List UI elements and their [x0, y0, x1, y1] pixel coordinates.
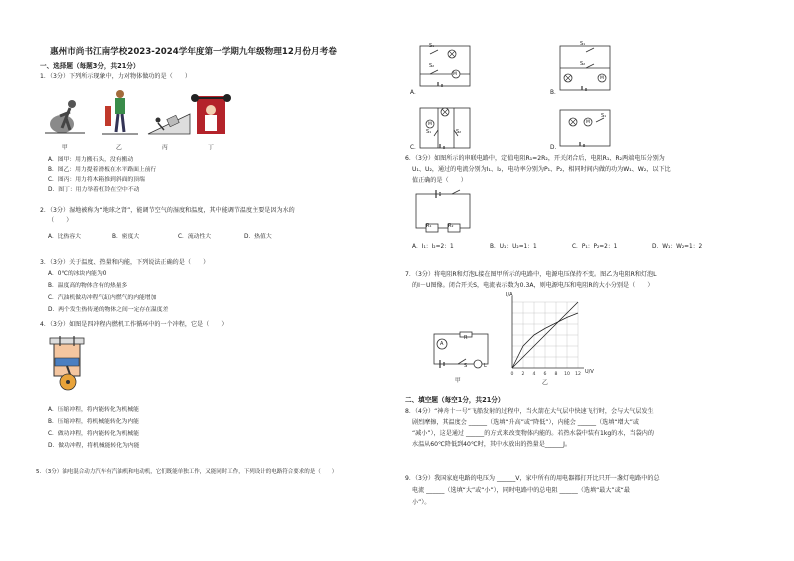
q6-r2-label: R₂ — [448, 223, 454, 229]
q9-line3: 小”）。 — [412, 499, 431, 506]
q1-fig-label-yi: 乙 — [116, 145, 122, 151]
x-tick-label: 2 — [521, 372, 525, 377]
circuit-a — [420, 46, 470, 87]
q3-option-a[interactable]: A．0℃的冰块内能为0 — [48, 271, 107, 277]
q1-fig-label-jia: 甲 — [62, 145, 68, 151]
circuit-d-s: S₁ — [601, 113, 607, 119]
circuit-d-motor: M — [586, 120, 590, 125]
circuit-c-s2: S₂ — [456, 129, 462, 135]
figure-ding-weightlifter — [191, 94, 231, 134]
circuit-c-motor: M — [428, 122, 432, 127]
q3-option-b[interactable]: B．温度高的物体含有的热量多 — [48, 283, 128, 289]
page-title: 惠州市尚书江南学校2023-2024学年度第一学期九年级物理12月份月考卷 — [50, 47, 337, 57]
circuit-c-s1: S₁ — [426, 129, 432, 135]
q8-line3[interactable]: “减小”），这是通过 ______的方式来改变物体内能的。若热水袋中装有1kg的水，当袋内的 — [412, 430, 654, 437]
circuit-a-s1: S₁ — [429, 43, 435, 49]
q9-line1[interactable]: 9．（3分）我国家庭电路的电压为 ______V，家中所有的用电器都打开比只开一盏灯电路中的总 — [405, 475, 660, 482]
circuit-b-motor: M — [600, 76, 604, 81]
x-tick-label: 0 — [510, 372, 514, 377]
section-fill-heading: 二、填空题（每空1分，共21分） — [405, 396, 505, 404]
q6-circuit — [412, 190, 474, 234]
circuit-a-motor: M — [453, 72, 457, 77]
q7-ammeter-label: A — [440, 341, 444, 347]
x-tick-label: 4 — [532, 372, 536, 377]
q8-line4[interactable]: 水温从60℃降低到40℃时，其中水放出的热量是______J。 — [412, 441, 571, 448]
q7-resistor-label: R — [464, 335, 468, 341]
q7-graph-caption: 乙 — [542, 380, 548, 386]
q2-option-b[interactable]: B．密度大 — [112, 234, 140, 240]
q2-option-a[interactable]: A．比热容大 — [48, 234, 81, 240]
q1-option-c[interactable]: C．图丙：用力将木箱推到斜面的顶端 — [48, 177, 145, 183]
q7-circuit-caption: 甲 — [455, 378, 461, 384]
q8-line1: 8．（4分）“神舟十一号”飞船发射的过程中，当火箭在大气层中快速飞行时，会与大气层发生 — [405, 408, 654, 415]
q1-fig-label-ding: 丁 — [208, 145, 214, 151]
circuit-a-s2: S₂ — [429, 63, 435, 69]
figure-bing-incline — [148, 114, 190, 134]
q7-graph-ylabel: I/A — [506, 292, 513, 298]
q7-stem-line1: 7．（3分）将电阻R和灯泡L接在图甲所示的电路中，电源电压保持不变。图乙为电阻R和灯泡L — [405, 271, 657, 278]
x-tick-label: 12 — [575, 372, 581, 377]
q5-option-a[interactable]: A． — [410, 90, 420, 96]
q4-stem: 4．（3分）如图是四冲程内燃机工作循环中的一个冲程，它是（ ） — [40, 321, 228, 328]
figure-jia-rock — [45, 100, 85, 133]
q5-option-d[interactable]: D． — [550, 145, 561, 151]
q5-circuits — [408, 40, 628, 160]
q1-option-d[interactable]: D．图丁：用力举着杠铃在空中不动 — [48, 187, 140, 193]
q6-option-b[interactable]: B．U₁：U₂=1：1 — [490, 244, 537, 250]
q4-option-a[interactable]: A．压缩冲程，将内能转化为机械能 — [48, 407, 139, 413]
q3-option-c[interactable]: C．汽油机做功冲程气缸内燃气的内能增加 — [48, 295, 157, 301]
circuit-b-s2: S₂ — [580, 61, 586, 67]
q6-stem-line1: 6．（3分）如图所示的串联电路中，定值电阻R₁=2R₂，开关闭合后，电阻R₁、R₂两端电压分别为 — [405, 155, 665, 162]
q7-graph-xlabel: U/V — [585, 369, 594, 375]
q9-line2[interactable]: 电流 ______（选填“大”或“小”），同时电路中的总电阻 ______（选填“最大”或“最 — [412, 487, 630, 494]
q1-option-b[interactable]: B．图乙：用力提着滑板在水平路面上前行 — [48, 167, 157, 173]
q6-option-d[interactable]: D．W₁：W₂=1：2 — [652, 244, 703, 250]
section-choice-heading: 一、选择题（每题3分，共21分） — [40, 62, 140, 70]
q7-circuit-jia — [430, 330, 492, 372]
q8-line2[interactable]: 剧烈摩擦，其温度会 ______（选填“升高”或“降低”），内能会 ______（选填“增大”或 — [412, 419, 639, 426]
q4-option-d[interactable]: D．做功冲程，将机械能转化为内能 — [48, 443, 140, 449]
x-tick-label: 6 — [543, 372, 547, 377]
q3-stem: 3．（3分）关于温度、热量和内能，下列说法正确的是（ ） — [40, 259, 210, 266]
q5-option-b[interactable]: B． — [550, 90, 560, 96]
q2-option-c[interactable]: C．流动性大 — [178, 234, 212, 240]
q1-stem: 1．（3分）下列所示现象中，力对物体做功的是（ ） — [40, 73, 191, 80]
q7-lamp-label: L — [484, 363, 487, 369]
q2-stem: 2．（3分）湿地被称为“地球之肾”，能调节空气的湿度和温度，其中能调节温度主要是因为水的 — [40, 207, 295, 214]
x-tick-label: 10 — [564, 372, 570, 377]
q1-fig-label-bing: 丙 — [162, 145, 168, 151]
q4-option-b[interactable]: B．压缩冲程，将机械能转化为内能 — [48, 419, 139, 425]
figure-yi-skateboard — [102, 90, 138, 134]
q1-option-a[interactable]: A．图甲：用力搬石头，没有搬动 — [48, 157, 134, 163]
q4-option-c[interactable]: C．做功冲程，将内能转化为机械能 — [48, 431, 140, 437]
q7-switch-label: S — [464, 363, 468, 369]
q6-option-c[interactable]: C．P₁：P₂=2：1 — [572, 244, 618, 250]
q5-stem: 5．（3分）油电混合动力汽车有汽油机和电动机，它们既能单独工作，又能同时工作，下列设计的电路符合要求的是（ ） — [36, 469, 338, 475]
q6-option-a[interactable]: A．I₁：I₂=2：1 — [412, 244, 454, 250]
q2-stem-paren: （ ） — [48, 217, 73, 224]
q7-iu-graph — [500, 292, 584, 384]
x-tick-label: 8 — [554, 372, 558, 377]
q6-stem-line3: 值正确的是（ ） — [412, 177, 467, 184]
q3-option-d[interactable]: D．两个发生热传递的物体之间一定存在温度差 — [48, 307, 169, 313]
q2-option-d[interactable]: D．热值大 — [244, 234, 272, 240]
q7-stem-line2: 的I－U图像。闭合开关S，电流表示数为0.3A，则电源电压和电阻R的大小分别是（ ） — [412, 282, 654, 289]
q5-option-c[interactable]: C． — [410, 145, 420, 151]
q6-r1-label: R₁ — [426, 223, 432, 229]
engine-cylinder-figure — [46, 336, 90, 392]
q6-stem-line2: U₁、U₂，通过的电流分别为I₁、I₂，电功率分别为P₁、P₂，相同时间内做的功为W₁、W₂，以下比 — [412, 166, 671, 173]
circuit-b-s1: S₁ — [580, 41, 586, 47]
